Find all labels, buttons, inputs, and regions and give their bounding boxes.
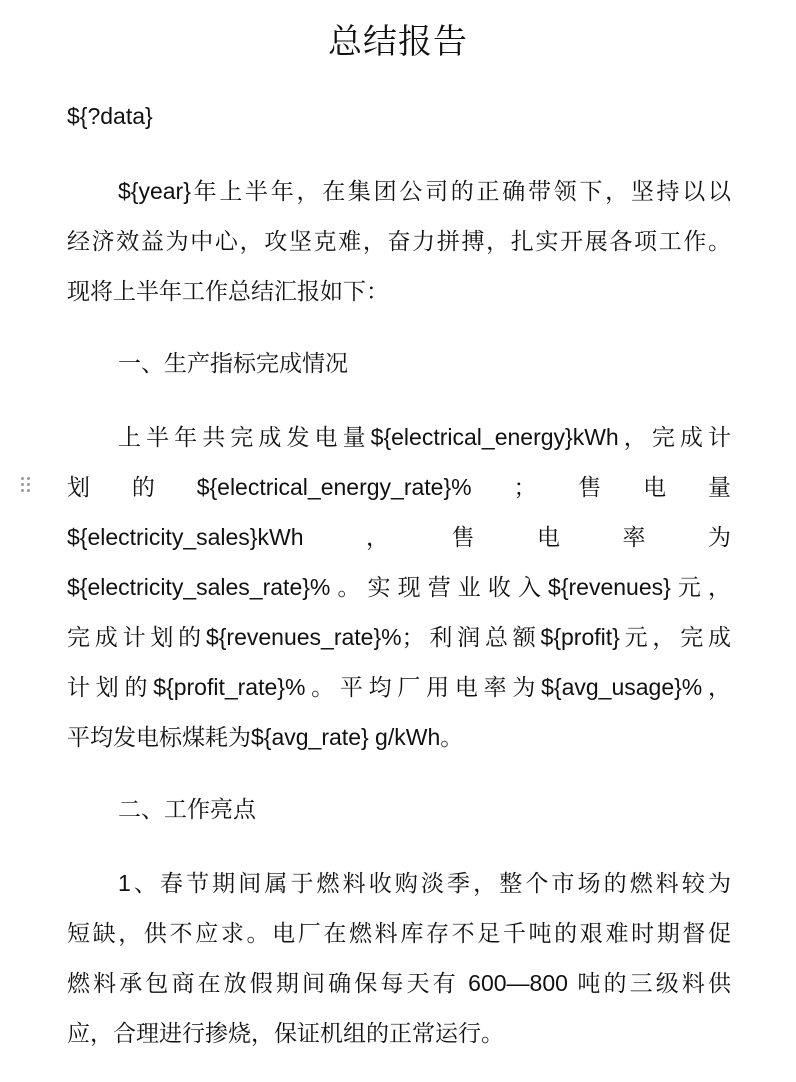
section-1-paragraph [67, 412, 731, 762]
section-1-line-1: 上半年共完成发电量${electrical_energy}kWh，完成计 [118, 424, 731, 450]
intro-line-3: 现将上半年工作总结汇报如下： [67, 278, 389, 304]
section-2-heading: 二、工作亮点 [118, 797, 256, 823]
section-2-item-1-line-3: 燃料承包商在放假期间确保每天有 600—800 吨的三级料供 [67, 970, 731, 996]
section-2-item-1-paragraph [67, 858, 731, 1058]
section-1-heading: 一、生产指标完成情况 [118, 351, 348, 377]
section-2-item-1-line-2: 短缺，供不应求。电厂在燃料库存不足千吨的艰难时期督促 [67, 920, 731, 946]
section-1-line-4: ${electricity_sales_rate}%。实现营业收入${revenues}元， [67, 574, 731, 600]
section-1-line-2: 划 的 ${electrical_energy_rate}% ； 售 电 量 [67, 474, 731, 500]
section-1-line-3: ${electricity_sales}kWh ， 售 电 率 为 [67, 524, 731, 550]
section-1-line-7: 平均发电标煤耗为${avg_rate} g/kWh。 [67, 724, 464, 750]
section-1-line-6: 计划的${profit_rate}%。平均厂用电率为${avg_usage}%， [67, 674, 731, 700]
section-1-line-5: 完成计划的${revenues_rate}%；利润总额${profit}元，完成 [67, 624, 731, 650]
drag-handle-icon[interactable] [21, 477, 31, 493]
intro-paragraph [67, 166, 731, 316]
document-title: 总结报告 [328, 22, 468, 62]
data-placeholder-tag: ${?data} [67, 103, 153, 129]
section-2-item-1-line-1: 1、春节期间属于燃料收购淡季，整个市场的燃料较为 [118, 870, 731, 896]
intro-line-1: ${year}年上半年，在集团公司的正确带领下，坚持以以 [118, 178, 731, 204]
section-2-item-1-line-4: 应，合理进行掺烧，保证机组的正常运行。 [67, 1020, 504, 1046]
intro-line-2: 经济效益为中心，攻坚克难，奋力拼搏，扎实开展各项工作。 [67, 228, 731, 254]
